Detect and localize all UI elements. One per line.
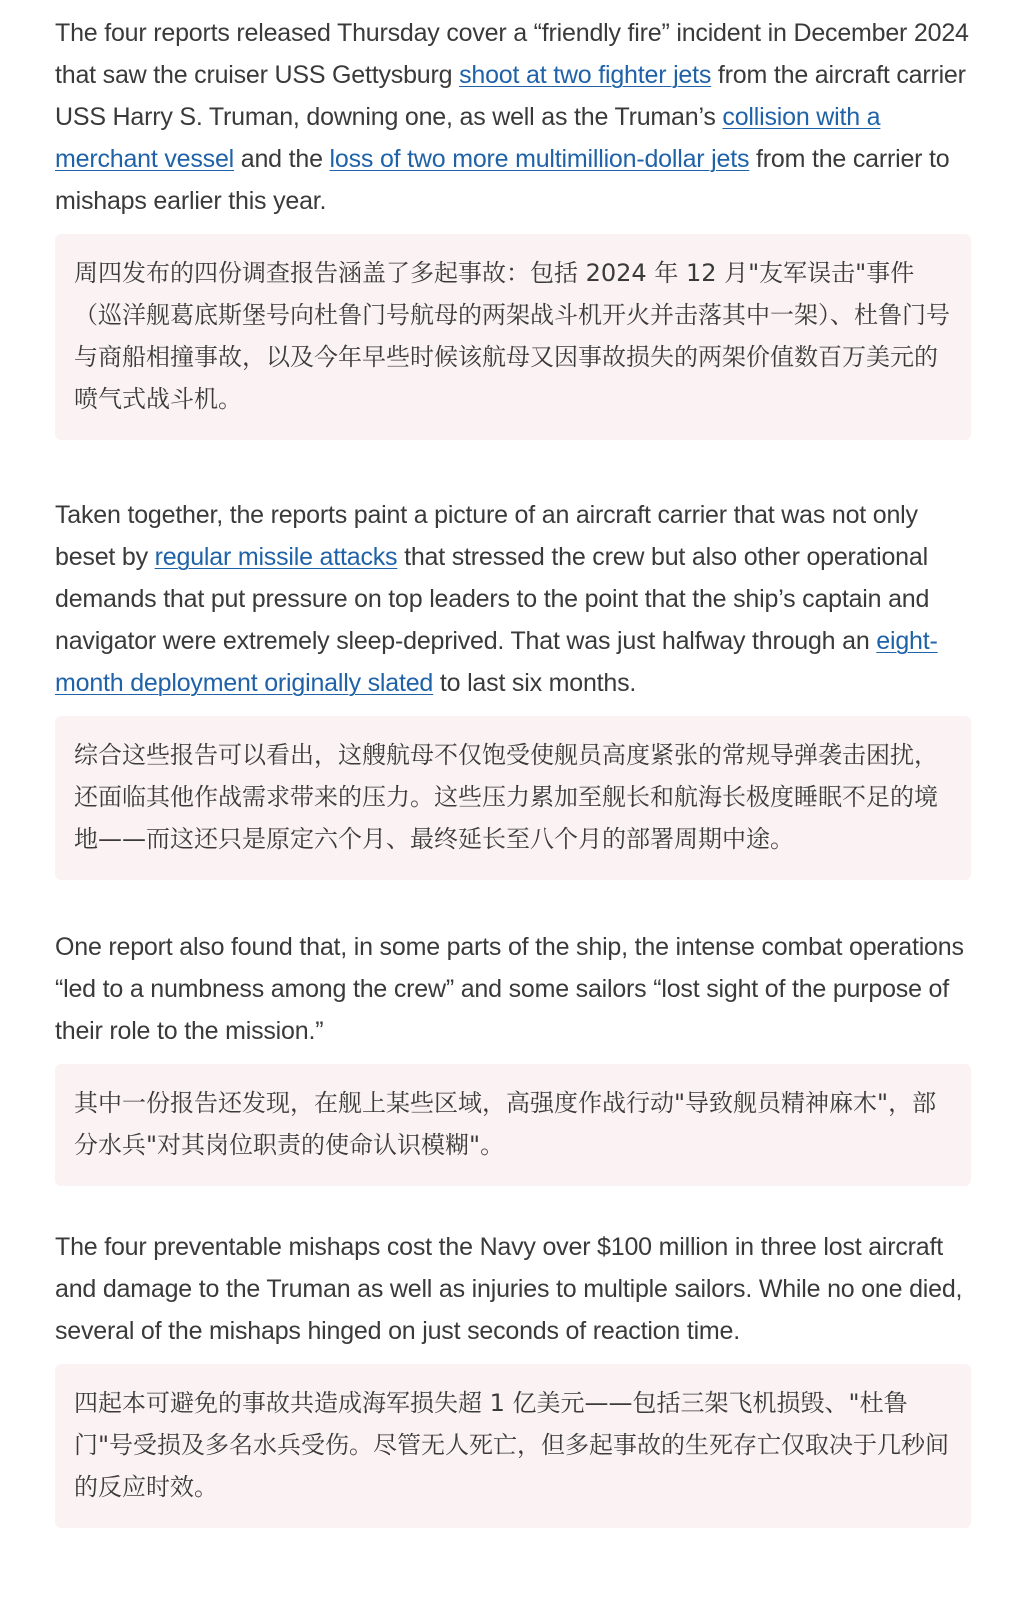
- paragraph-text: from the carrier to mishaps earlier this year.: [55, 145, 950, 215]
- link-collision-with-merchant-vessel[interactable]: collision with a merchant vessel: [55, 103, 881, 173]
- paragraph-text: Taken together, the reports paint a picture of an aircraft carrier that was not only beset by: [55, 501, 918, 571]
- chinese-translation-4: 四起本可避免的事故共造成海军损失超 1 亿美元——包括三架飞机损毁、"杜鲁门"号受损及多名水兵受伤。尽管无人死亡，但多起事故的生死存亡仅取决于几秒间的反应时效。: [55, 1364, 971, 1528]
- paragraph-text: that stressed the crew but also other operational demands that put pressure on top leaders to the point that the ship’s captain and navigator were extremely sleep-deprived. That was just halfway through an: [55, 543, 930, 655]
- spacer: [55, 440, 971, 494]
- link-eight-month-deployment[interactable]: eight-month deployment originally slated: [55, 627, 938, 697]
- english-paragraph-2: [55, 494, 971, 704]
- link-loss-of-two-more-jets[interactable]: loss of two more multimillion-dollar jets: [329, 145, 750, 173]
- link-shoot-at-two-fighter-jets[interactable]: shoot at two fighter jets: [459, 61, 712, 89]
- paragraph-text: One report also found that, in some parts of the ship, the intense combat operations “led to a numbness among the crew” and some sailors “lost sight of the purpose of their role to the mission.”: [55, 933, 964, 1045]
- paragraph-text: The four reports released Thursday cover a “friendly fire” incident in December 2024 that saw the cruiser USS Gettysburg: [55, 19, 969, 89]
- chinese-translation-3: 其中一份报告还发现，在舰上某些区域，高强度作战行动"导致舰员精神麻木"，部分水兵"对其岗位职责的使命认识模糊"。: [55, 1064, 971, 1186]
- english-paragraph-1: [55, 12, 971, 222]
- paragraph-text: and the: [234, 145, 330, 173]
- chinese-translation-2: 综合这些报告可以看出，这艘航母不仅饱受使舰员高度紧张的常规导弹袭击困扰，还面临其他作战需求带来的压力。这些压力累加至舰长和航海长极度睡眠不足的境地——而这还只是原定六个月、最终延长至八个月的部署周期中途。: [55, 716, 971, 880]
- paragraph-text: to last six months.: [433, 669, 637, 697]
- paragraph-text: from the aircraft carrier USS Harry S. Truman, downing one, as well as the Truman’s: [55, 61, 966, 131]
- link-regular-missile-attacks[interactable]: regular missile attacks: [154, 543, 398, 571]
- chinese-translation-1: 周四发布的四份调查报告涵盖了多起事故：包括 2024 年 12 月"友军误击"事件（巡洋舰葛底斯堡号向杜鲁门号航母的两架战斗机开火并击落其中一架）、杜鲁门号与商船相撞事故，以及今年早些时候该航母又因事故损失的两架价值数百万美元的喷气式战斗机。: [55, 234, 971, 440]
- spacer: [55, 1186, 971, 1226]
- paragraph-text: The four preventable mishaps cost the Navy over $100 million in three lost aircraft and damage to the Truman as well as injuries to multiple sailors. While no one died, several of the mishaps hinged on just seconds of reaction time.: [55, 1233, 963, 1345]
- english-paragraph-4: [55, 1226, 971, 1352]
- english-paragraph-3: [55, 926, 971, 1052]
- spacer: [55, 880, 971, 926]
- article-body: [55, 12, 971, 1528]
